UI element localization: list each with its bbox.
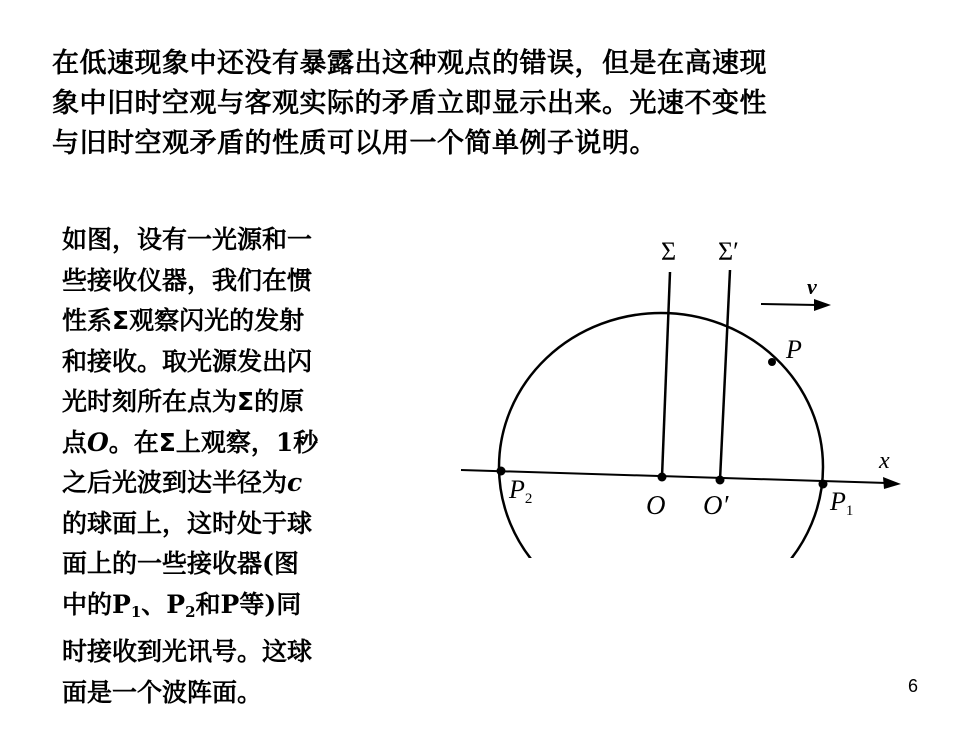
velocity-arrowhead xyxy=(814,299,831,311)
point-p2-label xyxy=(508,475,532,507)
explain-text: 、 xyxy=(141,589,167,619)
p2-symbol: P xyxy=(166,589,186,619)
explain-text: 图 xyxy=(273,549,299,578)
p2-subscript: 2 xyxy=(185,602,196,621)
paren-open: ( xyxy=(262,549,274,578)
intro-line-3: 与旧时空观矛盾的性质可以用一个简单例子说明。 xyxy=(52,128,657,159)
explain-line-2: 些接收仪器，我们在惯 xyxy=(62,265,313,295)
explanation-paragraph xyxy=(62,220,402,713)
point-p2-subscript: 2 xyxy=(524,491,533,507)
sigma-prime-label: Σ′ xyxy=(718,237,739,266)
explain-line-8: 的球面上，这时处于球 xyxy=(62,508,313,538)
velocity-label: v xyxy=(807,274,817,299)
origin-o-dot xyxy=(658,473,667,482)
point-p2-dot xyxy=(497,467,506,476)
explain-text: 之后光波到达半径为 xyxy=(62,468,288,497)
explain-line-4: 和接收。取光源发出闪 xyxy=(62,346,313,376)
explain-text: 。在Σ上观察， xyxy=(108,427,276,457)
p1-symbol: P xyxy=(112,589,131,619)
explain-text: 点 xyxy=(62,427,88,457)
wavefront-circle xyxy=(499,313,823,558)
page-number: 6 xyxy=(908,676,919,696)
explain-line-5: 光时刻所在点为Σ的原 xyxy=(62,387,305,416)
x-axis-arrowhead xyxy=(883,477,901,489)
light-speed-symbol: c xyxy=(287,468,303,497)
origin-symbol: O xyxy=(87,427,109,457)
explain-line-6 xyxy=(62,423,402,464)
point-p1-dot xyxy=(819,480,828,489)
point-p1-subscript: 1 xyxy=(845,503,854,519)
explain-line-10 xyxy=(62,585,402,633)
explain-line-1: 如图，设有一光源和一 xyxy=(62,225,313,254)
explain-line-9 xyxy=(62,544,402,585)
paren-close: ) xyxy=(264,589,277,619)
wavefront-diagram xyxy=(455,228,915,558)
intro-line-1: 在低速现象中还没有暴露出这种观点的错误，但是在高速现 xyxy=(52,48,767,79)
explain-line-11: 时接收到光讯号。这球 xyxy=(62,637,313,666)
x-axis-label: x xyxy=(879,448,890,474)
explain-text: 等 xyxy=(239,589,265,619)
point-p-label: P xyxy=(786,335,802,364)
point-p2-letter: P xyxy=(509,475,525,504)
explain-line-12: 面是一个波阵面。 xyxy=(62,677,263,707)
sigma-axis-line xyxy=(662,272,670,477)
sigma-label: Σ xyxy=(661,237,677,266)
explain-text: 秒 xyxy=(293,427,319,457)
explain-line-7 xyxy=(62,463,402,504)
explain-text: 同 xyxy=(276,589,302,619)
explain-text: 面上的一些接收器 xyxy=(62,549,263,578)
intro-paragraph xyxy=(52,44,932,164)
point-p1-letter: P xyxy=(830,487,846,516)
p1-subscript: 1 xyxy=(130,602,142,621)
explain-line-3: 性系Σ观察闪光的发射 xyxy=(62,306,305,335)
velocity-arrow-line xyxy=(761,304,817,305)
sigma-prime-axis-line xyxy=(720,270,730,480)
p-symbol: P xyxy=(220,589,240,619)
explain-text: 和 xyxy=(195,589,221,619)
time-value: 1 xyxy=(275,427,294,457)
origin-o-prime-dot xyxy=(716,476,725,485)
point-p-dot xyxy=(768,358,776,366)
point-p1-label xyxy=(829,487,853,519)
origin-o-prime-label: O′ xyxy=(703,490,729,520)
intro-line-2: 象中旧时空观与客观实际的矛盾立即显示出来。光速不变性 xyxy=(52,88,767,119)
explain-text: 中的 xyxy=(62,589,113,619)
origin-o-label: O xyxy=(646,490,666,520)
